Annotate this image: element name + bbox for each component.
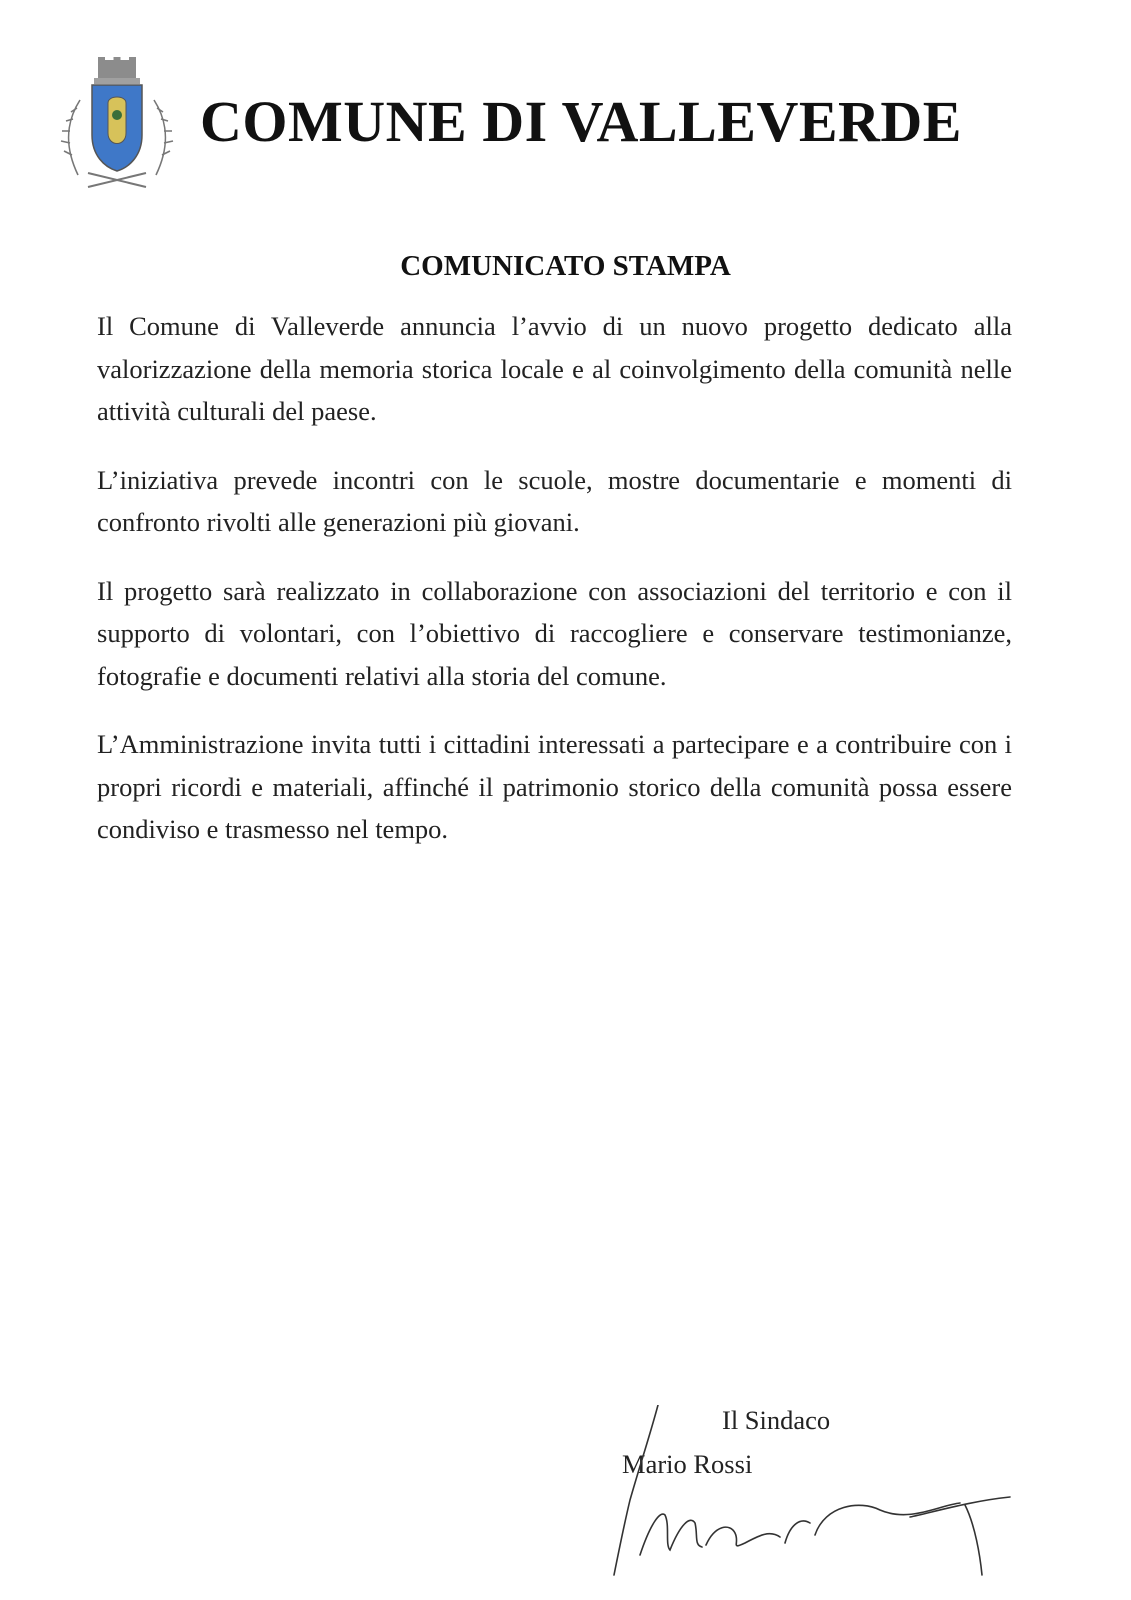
document-heading: COMUNICATO STAMPA — [400, 250, 731, 282]
paragraph-4: L’Amministrazione invita tutti i cittadini interessati a partecipare e a contribuire con i propri ricordi e materiali, affinché il patrimonio storico della comunità possa essere condiviso e trasmesso nel tempo. — [97, 729, 1012, 844]
signatory-title: Il Sindaco — [722, 1405, 831, 1435]
paragraph-2: L’iniziativa prevede incontri con le scuole, mostre documentarie e momenti di confronto rivolti alle generazioni più giovani. — [97, 464, 1012, 537]
paragraph-1: Il Comune di Valleverde annuncia l’avvio di un nuovo progetto dedicato alla valorizzazione della memoria storica locale e al coinvolgimento della comunità nelle attività culturali del paese. — [97, 311, 1012, 426]
handwritten-signature — [610, 1405, 1020, 1580]
signature-block — [610, 1405, 1020, 1580]
signatory-name: Mario Rossi — [622, 1449, 753, 1479]
press-release-body — [97, 305, 1012, 877]
coat-of-arms-icon — [58, 55, 176, 190]
paragraph-3: Il progetto sarà realizzato in collaborazione con associazioni del territorio e con il supporto di volontari, con l’obiettivo di raccogliere e conservare testimonianze, fotografie e documenti relativi alla storia del comune. — [97, 575, 1012, 691]
municipality-title: COMUNE DI VALLEVERDE — [200, 89, 962, 154]
